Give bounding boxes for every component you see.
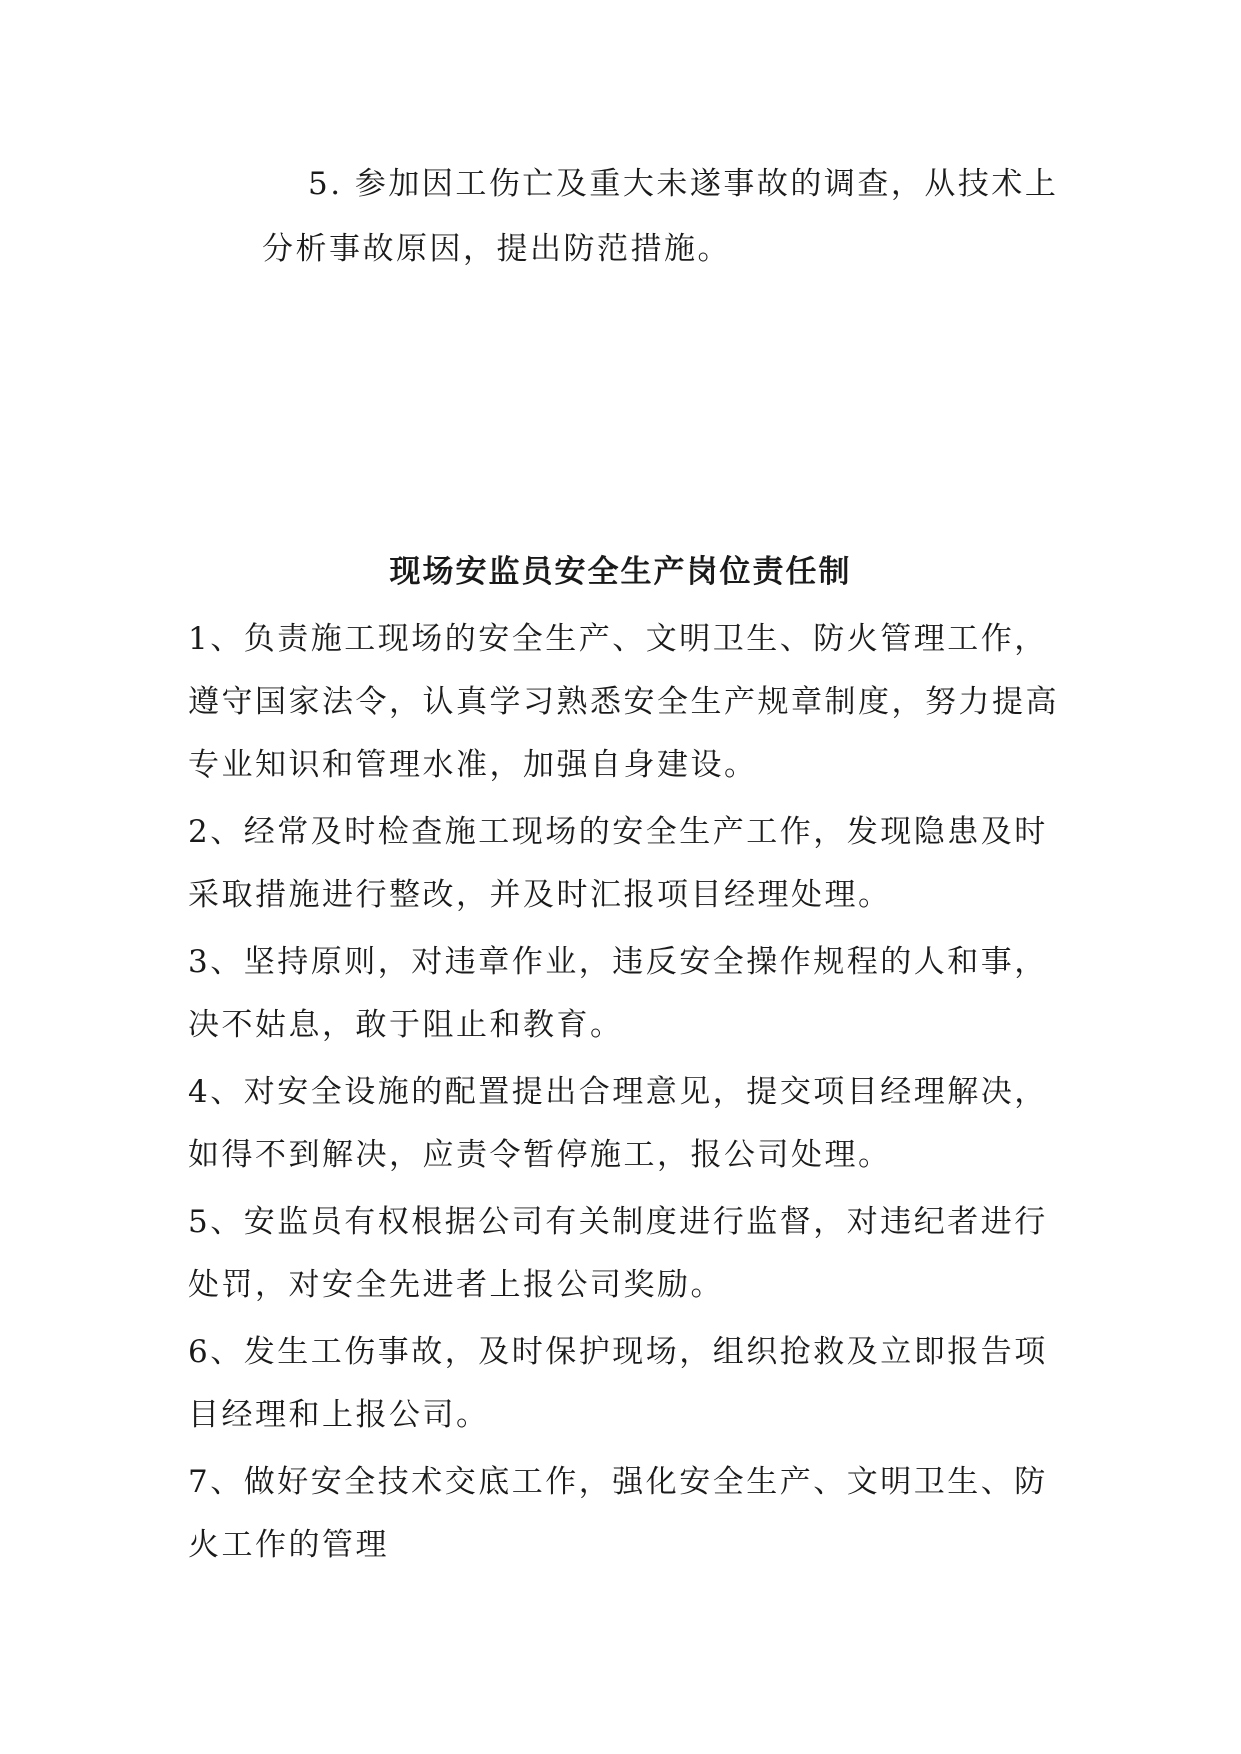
item-4-line-1: 4、对安全设施的配置提出合理意见，提交项目经理解决， xyxy=(188,1074,1048,1110)
item-3-line-1: 3、坚持原则，对违章作业，违反安全操作规程的人和事， xyxy=(188,944,1048,980)
prev-item-5-line-2: 分析事故原因，提出防范措施。 xyxy=(262,231,731,267)
item-1-line-3: 专业知识和管理水准，加强自身建设。 xyxy=(188,747,758,783)
item-1-line-1: 1、负责施工现场的安全生产、文明卫生、防火管理工作， xyxy=(188,621,1048,657)
item-7-line-1: 7、做好安全技术交底工作，强化安全生产、文明卫生、防 xyxy=(188,1464,1048,1500)
item-5-line-1: 5、安监员有权根据公司有关制度进行监督，对违纪者进行 xyxy=(188,1204,1048,1240)
item-2-line-1: 2、经常及时检查施工现场的安全生产工作，发现隐患及时 xyxy=(188,814,1048,850)
item-4-line-2: 如得不到解决，应责令暂停施工，报公司处理。 xyxy=(188,1137,892,1173)
item-5-line-2: 处罚，对安全先进者上报公司奖励。 xyxy=(188,1267,724,1303)
section-title: 现场安监员安全生产岗位责任制 xyxy=(389,554,852,590)
item-7-line-2: 火工作的管理 xyxy=(188,1527,389,1563)
prev-item-5-line-1: 5. 参加因工伤亡及重大未遂事故的调查，从技术上 xyxy=(308,166,1059,202)
item-3-line-2: 决不姑息，敢于阻止和教育。 xyxy=(188,1007,624,1043)
item-1-line-2: 遵守国家法令，认真学习熟悉安全生产规章制度，努力提高 xyxy=(188,684,1059,720)
item-2-line-2: 采取措施进行整改，并及时汇报项目经理处理。 xyxy=(188,877,892,913)
item-6-line-2: 目经理和上报公司。 xyxy=(188,1397,490,1433)
item-6-line-1: 6、发生工伤事故，及时保护现场，组织抢救及立即报告项 xyxy=(188,1334,1048,1370)
